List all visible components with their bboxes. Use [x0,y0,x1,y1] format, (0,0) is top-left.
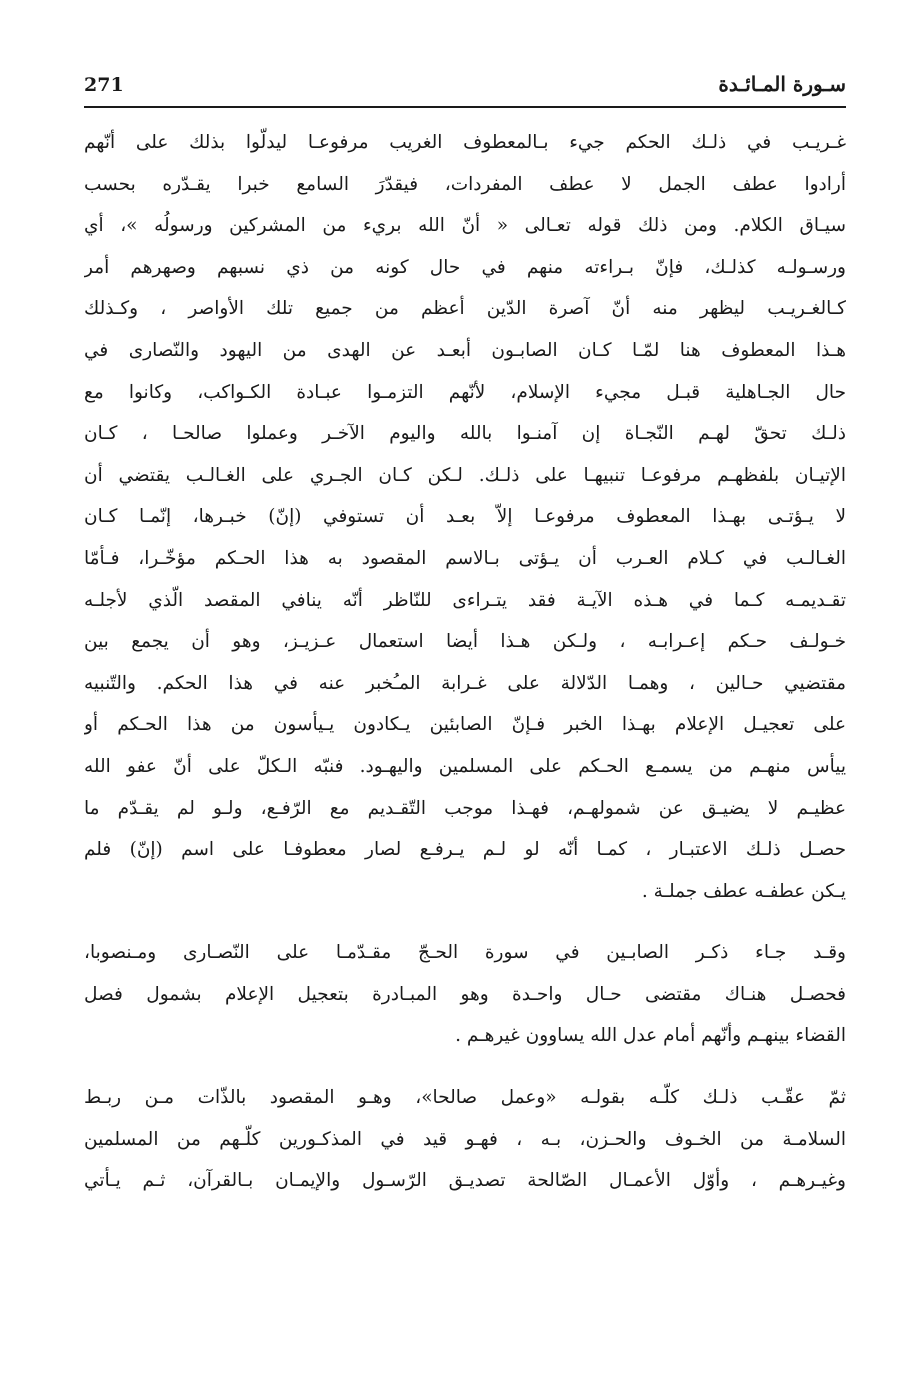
text-line: ذلـك تحقّ لهـم النّجـاة إن آمنـوا بالله واليوم الآخـر وعملوا صالحـا ، كـان [84,423,846,445]
header-rule [84,106,846,108]
paragraph-2 [84,932,846,1057]
text-line: فحصـل هنـاك مقتضى حـال واحـدة وهو المبـادرة بتعجيل الإعلام بشمول فصل [84,983,846,1005]
text-line: السلامـة من الخـوف والحـزن، بـه ، فهـو قيد في المذكـورين كلّـهم من المسلمين [84,1128,846,1150]
paragraph-1 [84,122,846,912]
body-text [84,122,846,1202]
text-line: ييأس منهـم من يسمـع الحـكم على المسلمين واليهـود. فنبّه الـكلّ على أنّ عفو الله [84,755,846,777]
text-line: غـريـب في ذلـك الحكم جيء بـالمعطوف الغريب مرفوعـا ليدلّوا بذلك على أنّهم [84,132,846,153]
text-line: القضاء بينهـم وأنّهم أمام عدل الله يساوون غيرهـم . [455,1025,846,1047]
text-line: لا يـؤتـى بهـذا المعطوف مرفوعـا إلاّ بعـد أن تستوفي (إنّ) خبـرها، إنّمـا كـان [84,506,846,528]
text-line: هـذا المعطوف هنا لمّـا كـان الصابـون أبعـد عن الهدى من اليهود والنّصارى في [84,339,846,361]
text-line: حصـل ذلـك الاعتبـار ، كمـا أنّه لو لـم يـرفـع لصار معطوفـا على اسم (إنّ) فلم [84,839,846,861]
text-line: عظيـم لا يضيـق عن شمولهـم، فهـذا موجب التّقـديم مع الرّفـع، ولـو لم يقـدّم ما [84,797,846,819]
text-line: ثمّ عقّـب ذلـك كلّـه بقولـه «وعمل صالحا»، وهـو المقصود بالذّات مـن ربـط [84,1087,846,1109]
text-line: تقـديمـه كـما في هـذه الآيـة فقد يتـراءى للنّاظر أنّه ينافي المقصد الّذي لأجلـه [84,589,846,611]
text-line: كـالغـريـب ليظهر منه أنّ آصرة الدّين أعظم من جميع تلك الأواصر ، وكـذلك [84,298,846,320]
text-line: وغيـرهـم ، وأوّل الأعمـال الصّالحة تصديـق الرّسـول والإيمـان بـالقرآن، ثـم يـأتي [84,1170,846,1192]
text-line: وقـد جـاء ذكـر الصابـين في سورة الحـجّ مقـدّمـا على النّصـارى ومـنصوبا، [84,942,846,964]
text-line: ورسـولـه كذلـك، فإنّ بـراءته منهم في حال كونه من ذي نسبهم وصهرهم أمر [84,256,846,278]
text-line: أرادوا عطف الجمل لا عطف المفردات، فيقدّرَ السامع خبرا يقـدّره بحسب [84,173,846,195]
page-header [84,72,846,106]
text-line: سيـاق الكلام. ومن ذلك قوله تعـالى « أنّ الله بريء من المشركين ورسولُه »، أي [84,215,846,237]
text-line: الإتيـان بلفظهـم مرفوعـا تنبيهـا على ذلـك. لـكن كـان الجـري على الغـالـب يقتضي أن [84,464,846,486]
text-line: على تعجيـل الإعلام بهـذا الخبر فـإنّ الصابئين يـكادون يـيأسون من هذا الحـكم أو [84,714,846,736]
text-line: حال الجـاهلية قبـل مجيء الإسلام، لأنّهم التزمـوا عبـادة الكـواكب، وكانوا مع [84,381,846,403]
text-line: خـولـف حـكم إعـرابـه ، ولـكن هـذا أيضا استعمال عـزيـز، وهو أن يجمع بين [84,631,846,653]
text-line: الغـالـب في كـلام العـرب أن يـؤتى بـالاسم المقصود به هذا الحـكم مؤخّـرا، فـأمّا [84,547,846,569]
text-line: يـكن عطفـه عطف جملـة . [641,880,846,902]
running-title: سـورة المـائـدة [718,72,846,96]
text-line: مقتضيي حـالين ، وهمـا الدّلالة على غـرابة المـُخبر عنه في هذا الحكم. والتّنبيه [84,672,846,694]
page-number: 271 [84,74,124,96]
paragraph-3 [84,1077,846,1202]
